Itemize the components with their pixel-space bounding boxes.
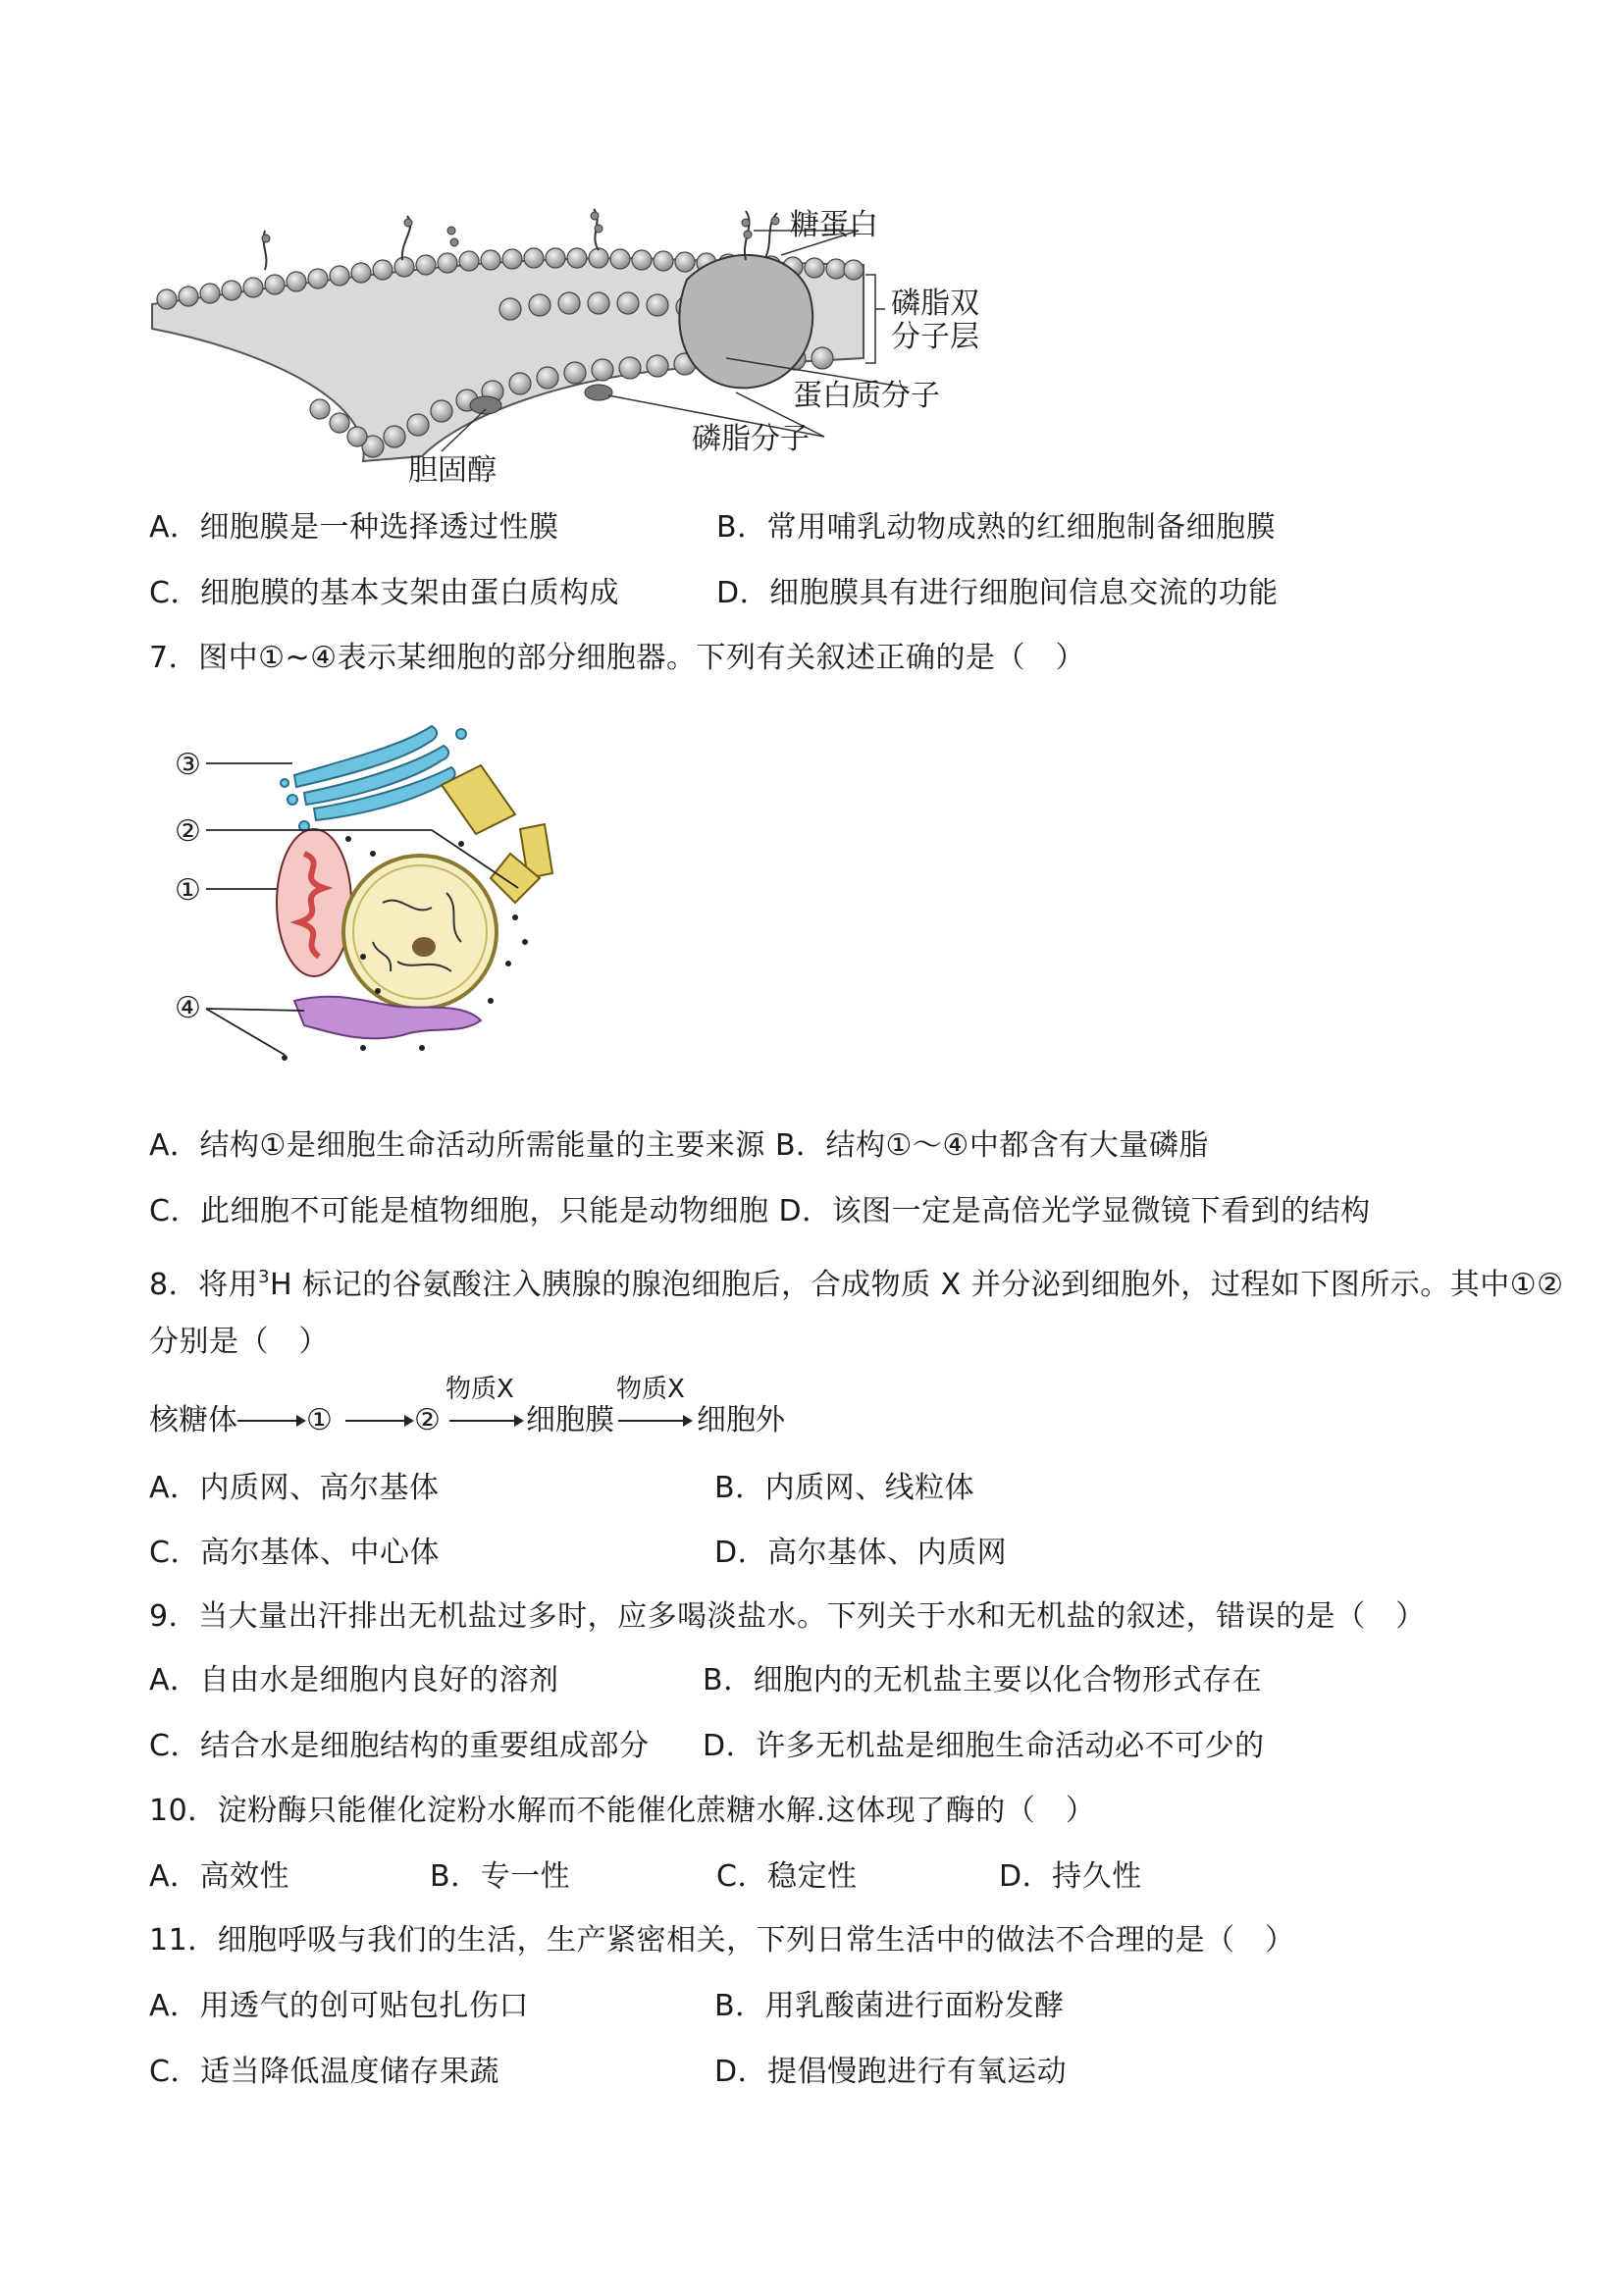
flow-step-2: ② [414, 1403, 441, 1437]
q6-option-c: C．细胞膜的基本支架由蛋白质构成 [149, 576, 619, 610]
q10-option-b: B．专一性 [430, 1859, 571, 1894]
q8-option-d: D．高尔基体、内质网 [714, 1536, 1008, 1570]
q6-option-d: D．细胞膜具有进行细胞间信息交流的功能 [716, 576, 1279, 610]
q11-stem: 11．细胞呼吸与我们的生活，生产紧密相关，下列日常生活中的做法不合理的是（ ） [149, 1923, 1295, 1957]
cell-membrane-figure [137, 201, 1001, 496]
q9-option-a: A．自由水是细胞内良好的溶剂 [149, 1663, 559, 1697]
q6-option-b: B．常用哺乳动物成熟的红细胞制备细胞膜 [716, 510, 1277, 545]
flow-ribosome: 核糖体 [149, 1403, 237, 1437]
flow-arrow-1 [236, 1409, 306, 1433]
q8-stem: 8．将用$^3$H 标记的谷氨酸注入胰腺的腺泡细胞后，合成物质 X 并分泌到细胞外，过程如下图所示。其中①② [149, 1267, 1564, 1302]
q9-option-c: C．结合水是细胞结构的重要组成部分 [149, 1729, 650, 1763]
label-bilayer-line2: 分子层 [891, 320, 979, 354]
q11-option-c: C．适当降低温度储存果蔬 [149, 2055, 499, 2089]
q8-option-c: C．高尔基体、中心体 [149, 1536, 440, 1570]
q10-option-c: C．稳定性 [716, 1859, 858, 1894]
flow-arrow-4 [616, 1409, 693, 1433]
q10-option-d: D．持久性 [999, 1859, 1142, 1894]
flow-step-1: ① [306, 1403, 333, 1437]
flow-arrow-3 [447, 1409, 524, 1433]
q11-option-a: A．用透气的创可贴包扎伤口 [149, 1989, 530, 2023]
label-cholesterol: 胆固醇 [408, 453, 497, 488]
q11-option-d: D．提倡慢跑进行有氧运动 [714, 2055, 1068, 2089]
q10-stem: 10．淀粉酶只能催化淀粉水解而不能催化蔗糖水解.这体现了酶的（ ） [149, 1794, 1096, 1828]
organelle-label-3: ③ [175, 748, 201, 782]
organelle-label-1: ① [175, 873, 201, 908]
q8-option-a: A．内质网、高尔基体 [149, 1471, 440, 1505]
flow-membrane: 细胞膜 [526, 1403, 614, 1437]
q6-option-a: A．细胞膜是一种选择透过性膜 [149, 510, 559, 545]
q9-option-b: B．细胞内的无机盐主要以化合物形式存在 [703, 1663, 1263, 1697]
organelles-figure [167, 706, 599, 1070]
flow-arrow-2 [343, 1409, 414, 1433]
label-protein: 蛋白质分子 [793, 379, 940, 413]
q7-options-cd: C．此细胞不可能是植物细胞，只能是动物细胞 D．该图一定是高倍光学显微镜下看到的结构 [149, 1194, 1371, 1228]
q11-option-b: B．用乳酸菌进行面粉发酵 [714, 1989, 1065, 2023]
q7-options-ab: A．结构①是细胞生命活动所需能量的主要来源 B．结构①～④中都含有大量磷脂 [149, 1128, 1209, 1163]
q8-stem-line2: 分别是（ ） [149, 1325, 329, 1359]
q9-option-d: D．许多无机盐是细胞生命活动必不可少的 [703, 1729, 1265, 1763]
flow-outside: 细胞外 [697, 1403, 785, 1437]
q7-stem: 7．图中①~④表示某细胞的部分细胞器。下列有关叙述正确的是（ ） [149, 641, 1086, 675]
organelle-label-2: ② [175, 814, 201, 849]
q10-option-a: A．高效性 [149, 1859, 290, 1894]
label-glycoprotein: 糖蛋白 [790, 208, 878, 242]
flow-arrow-label-1: 物质X [445, 1375, 514, 1404]
q8-option-b: B．内质网、线粒体 [714, 1471, 975, 1505]
q9-stem: 9．当大量出汗排出无机盐过多时，应多喝淡盐水。下列关于水和无机盐的叙述，错误的是（ ） [149, 1599, 1426, 1634]
label-bilayer-line1: 磷脂双 [891, 287, 979, 321]
q8-flow-diagram [149, 1374, 836, 1452]
label-phospholipid: 磷脂分子 [692, 422, 810, 456]
organelle-label-4: ④ [175, 991, 201, 1025]
flow-arrow-label-2: 物质X [616, 1375, 685, 1404]
